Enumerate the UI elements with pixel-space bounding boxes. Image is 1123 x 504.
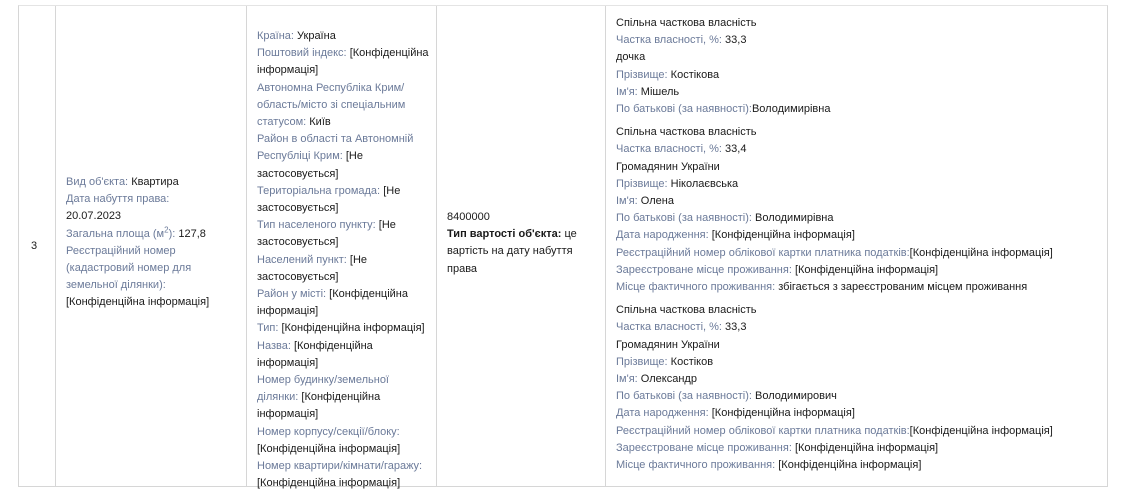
patronymic-value: Володимирович	[755, 390, 837, 403]
ownership-type: Спільна часткова власність	[616, 17, 757, 29]
ownership-type: Спільна часткова власність	[616, 126, 757, 139]
district-key: Район в області та Автономній Республіці Крим:	[257, 133, 414, 163]
region-value: Київ	[309, 116, 331, 129]
postal-code-value: [Конфіденційна інформація]	[257, 47, 429, 77]
registered-address-value: [Конфіденційна інформація]	[794, 441, 939, 454]
row-number-cell	[19, 6, 56, 486]
country-value: Україна	[297, 30, 336, 42]
object-type-value: Квартира	[131, 176, 179, 188]
district-value: [Не застосовується]	[257, 150, 363, 180]
share-key: Частка власності, %:	[616, 143, 722, 156]
value-info	[447, 209, 599, 278]
first-name-key: Ім'я:	[616, 195, 638, 208]
row-number: 3	[31, 240, 38, 252]
birth-date-key: Дата народження:	[616, 407, 709, 420]
first-name-value: Олена	[640, 195, 674, 208]
country-key: Країна:	[257, 30, 294, 42]
first-name-key: Ім'я:	[616, 85, 638, 98]
surname-value: Костікова	[670, 68, 720, 81]
street-type-value: [Конфіденційна інформація]	[281, 322, 425, 335]
surname-key: Прізвище:	[616, 177, 668, 190]
surname-key: Прізвище:	[616, 355, 668, 368]
registration-number-key: Реєстраційний номер (кадастровий номер для земельної ділянки):	[66, 244, 192, 292]
patronymic-key: По батькові (за наявності):	[616, 103, 752, 116]
house-number-key: Номер будинку/земельної ділянки:	[257, 374, 389, 404]
value-amount: 8400000	[447, 211, 490, 223]
street-type-key: Тип:	[257, 322, 279, 335]
area-value: 127,8	[178, 227, 206, 240]
area-key: Загальна площа $(м^2)$:	[66, 224, 176, 240]
share-key: Частка власності, %:	[616, 321, 722, 334]
tax-number-key: Реєстраційний номер облікової картки платника податків:	[616, 246, 910, 259]
community-key: Територіальна громада:	[257, 184, 381, 197]
tax-number-value: [Конфіденційна інформація]	[909, 424, 1053, 437]
street-name-value: [Конфіденційна інформація]	[257, 339, 373, 369]
value-type-key: Тип вартості об'єкта:	[447, 228, 562, 241]
registration-number-value: [Конфіденційна інформація]	[66, 296, 210, 309]
building-number-value: [Конфіденційна інформація]	[257, 442, 401, 455]
tax-number-value: [Конфіденційна інформація]	[909, 246, 1053, 259]
city-district-value: [Конфіденційна інформація]	[257, 288, 408, 318]
first-name-key: Ім'я:	[616, 373, 638, 386]
patronymic-value: Володимирівна	[755, 212, 834, 225]
house-number-value: [Конфіденційна інформація]	[257, 391, 381, 421]
surname-key: Прізвище:	[616, 68, 668, 81]
share-value: 33,4	[725, 143, 747, 156]
settlement-key: Населений пункт:	[257, 253, 347, 266]
owner-relation: дочка	[616, 51, 646, 64]
region-key: Автономна Республіка Крим/ область/місто зі спеціальним статусом:	[257, 81, 406, 129]
patronymic-key: По батькові (за наявності):	[616, 390, 752, 403]
owner-relation: Громадянин України	[616, 160, 720, 173]
settlement-type-value: [Не застосовується]	[257, 219, 396, 249]
apartment-number-key: Номер квартири/кімнати/гаражу:	[257, 460, 423, 473]
actual-address-key: Місце фактичного проживання:	[616, 281, 776, 294]
owner-block	[616, 124, 1101, 296]
first-name-value: Олександр	[640, 373, 697, 386]
owner-block	[616, 302, 1101, 474]
birth-date-key: Дата народження:	[616, 229, 709, 242]
object-type-key: Вид об'єкта:	[66, 176, 129, 188]
share-value: 33,3	[725, 34, 747, 47]
value-type-value: це вартість на дату набуття права	[447, 228, 577, 275]
actual-address-value: [Конфіденційна інформація]	[778, 459, 922, 472]
surname-value: Костіков	[670, 355, 714, 368]
owner-relation: Громадянин України	[616, 338, 720, 351]
registered-address-key: Зареєстроване місце проживання:	[616, 263, 792, 276]
patronymic-value: Володимирівна	[751, 103, 831, 116]
actual-address-value: збігається з зареєстрованим місцем проживання	[778, 281, 1028, 294]
apartment-number-value: [Конфіденційна інформація]	[257, 477, 401, 490]
settlement-value: [Не застосовується]	[257, 253, 368, 283]
object-cell	[56, 6, 247, 486]
surname-value: Ніколаєвська	[670, 177, 739, 190]
acquisition-date-key: Дата набуття права:	[66, 193, 170, 206]
owner-block	[616, 15, 1101, 118]
patronymic-key: По батькові (за наявності):	[616, 212, 752, 225]
birth-date-value: [Конфіденційна інформація]	[711, 229, 855, 242]
birth-date-value: [Конфіденційна інформація]	[711, 407, 855, 420]
building-number-key: Номер корпусу/секції/блоку:	[257, 425, 400, 438]
postal-code-key: Поштовий індекс:	[257, 47, 347, 60]
acquisition-date-value: 20.07.2023	[66, 210, 122, 223]
share-value: 33,3	[725, 321, 747, 334]
share-key: Частка власності, %:	[616, 34, 722, 47]
actual-address-key: Місце фактичного проживання:	[616, 459, 776, 472]
object-info	[66, 174, 240, 312]
city-district-key: Район у місті:	[257, 288, 327, 301]
value-cell	[437, 6, 606, 486]
registered-address-value: [Конфіденційна інформація]	[794, 263, 939, 276]
declaration-table	[18, 5, 1108, 490]
owners-info	[616, 15, 1101, 480]
address-cell	[247, 6, 437, 490]
ownership-type: Спільна часткова власність	[616, 304, 757, 317]
owners-cell	[606, 6, 1107, 486]
tax-number-key: Реєстраційний номер облікової картки платника податків:	[616, 424, 910, 437]
registered-address-key: Зареєстроване місце проживання:	[616, 441, 792, 454]
community-value: [Не застосовується]	[257, 184, 401, 215]
first-name-value: Мішель	[640, 85, 680, 98]
street-name-key: Назва:	[257, 339, 291, 352]
address-info	[257, 28, 430, 492]
settlement-type-key: Тип населеного пункту:	[257, 219, 376, 232]
